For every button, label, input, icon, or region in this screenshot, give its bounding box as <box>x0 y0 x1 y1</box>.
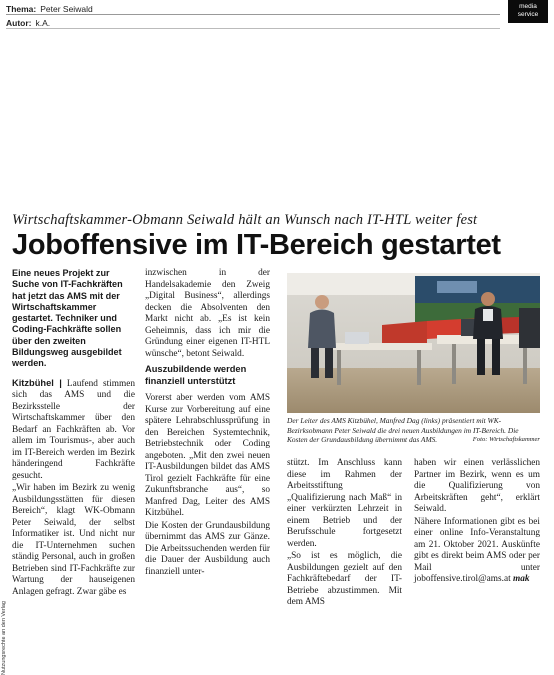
col1-paragraph-1 <box>12 378 135 483</box>
thema-label: Thema: <box>6 4 37 14</box>
badge-line1: media <box>519 3 537 10</box>
meta-autor <box>6 18 50 28</box>
photo-credit: Foto: Wirtschaftskammer <box>472 436 540 444</box>
col2-paragraph-3: Die Kosten der Grundausbildung übernimmt das AMS zur Gänze. Die Arbeitssuchenden werden für die Dauer der Ausbildung auch finanziell unter- <box>145 520 270 577</box>
col1-paragraph-2: „Wir haben im Bezirk zu wenig Ausbildungsstätten für diesen Bereich“, klagt WK-Obmann Peter Seiwald, der selbst Informatiker ist. Und nicht nur die IT-Unternehmen suchen ständig Personal, auch in großen Betrieben sind IT-Fachkräfte zur Wartung der hauseigenen Anlagen gefragt. Zwar gäbe es <box>12 483 135 597</box>
article-column-1 <box>12 268 135 599</box>
dateline: Kitzbühel | <box>12 377 62 388</box>
meta-thema <box>6 4 93 14</box>
media-service-logo <box>508 0 548 23</box>
col4-paragraph-2 <box>414 517 540 586</box>
col2-paragraph-1: inzwischen in der Handelsakademie den Zweig „Digital Business“, allerdings decken die Absolventen den Markt nicht ab. „Es ist kein Geheimnis, dass ich mir die Gründung einer eigenen IT-HTL wünsche“, betont Seiwald. <box>145 268 270 359</box>
article-lead: Eine neues Projekt zur Suche von IT-Fachkräften hat jetzt das AMS mit der Wirtschaftskammer gestartet. Techniker und Coding-Fachkräfte sollen über den zweiten Bildungsweg ausgebildet werden. <box>12 268 123 369</box>
col3-paragraph-2: „So ist es möglich, die Ausbildungen gezielt auf den Fachkräftebedarf der IT-Betriebe abzustimmen. Mit dem AMS <box>287 551 402 607</box>
article-kicker: Wirtschaftskammer-Obmann Seiwald hält an Wunsch nach IT-HTL weiter fest <box>12 212 478 228</box>
autor-value: k.A. <box>35 18 51 28</box>
col2-paragraph-2: Vorerst aber werden vom AMS Kurse zur Vorbereitung auf eine spätere Lehrabschlussprüfung in den Bereichen Systemtechnik, Betriebstechnik oder Coding angeboten. „Mit den zwei neuen IT-Ausbildungen bildet das AMS Tirol gezielt Fachkräfte für eine Zukunftsbranche aus“, so Manfred Dag, Leiter des AMS Kitzbühel. <box>145 393 270 518</box>
autor-label: Autor: <box>6 18 32 28</box>
col4-paragraph-2-text: Nähere Informationen gibt es bei einer online Info-Veranstaltung am 21. Oktober 2021. Auskünfte gibt es direkt beim AMS oder per Mail unter joboffensive.tirol@ams.at <box>414 516 540 584</box>
badge-line2: service <box>517 11 539 18</box>
col1-paragraph-1-text: Laufend stimmen sich das AMS und die Bezirksstelle der Wirtschaftskammer über den Bedarf an Fachkräften ab. Vor allem im Tourismus-, aber auch im IT-Bereich werden im Bezirk händeringend Fachkräfte gesucht. <box>12 378 135 481</box>
article-headline: Joboffensive im IT-Bereich gestartet <box>12 229 501 261</box>
col4-paragraph-1: haben wir einen verlässlichen Partner im Bezirk, wenn es um die Qualifizierung von Arbeitskräften geht“, erklärt Seiwald. <box>414 458 540 514</box>
article-photo <box>287 273 540 413</box>
photo-caption <box>287 416 540 445</box>
article-subhead: Auszubildende werden finanziell unterstützt <box>145 364 247 386</box>
thema-value: Peter Seiwald <box>40 4 93 14</box>
photo-illustration <box>287 273 540 413</box>
col3-paragraph-1: stützt. Im Anschluss kann diese im Rahmen der Arbeitsstiftung „Qualifizierung nach Maß“ in einer verkürzten Lehrzeit in einem Betrieb und der Berufsschule fortgesetzt werden. <box>287 458 402 549</box>
top-rule <box>6 14 500 15</box>
caption-text: Der Leiter des AMS Kitzbühel, Manfred Dag (links) präsentiert mit WK-Bezirksobmann Peter Seiwald die drei neuen Ausbildungen im IT-Bereich. Die Kosten der Grundausbildung übernimmt das AMS. <box>287 416 519 445</box>
article-column-3 <box>287 458 402 610</box>
usage-rights-note: Nutzungsrechte an den Verlag <box>1 601 7 675</box>
article-column-2 <box>145 268 270 579</box>
header-rule <box>6 28 500 29</box>
article-column-4 <box>414 458 540 587</box>
author-signature: mak <box>513 574 530 584</box>
